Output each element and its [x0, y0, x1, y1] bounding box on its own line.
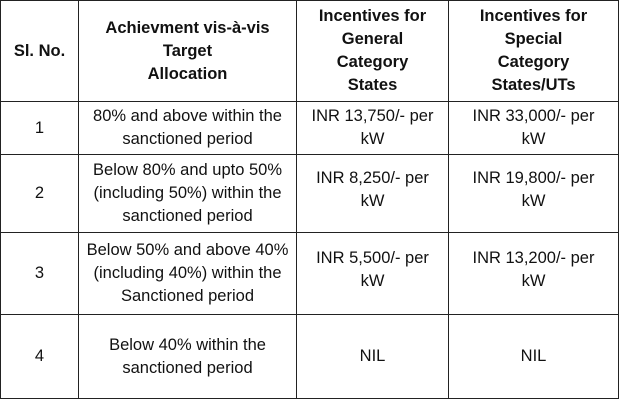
- row-general-incentive: NIL: [297, 315, 449, 399]
- table-row: [1, 102, 619, 155]
- table-row: [1, 155, 619, 233]
- header-sl-no: Sl. No.: [1, 1, 79, 102]
- row-sl-no: 1: [1, 102, 79, 155]
- header-achievement: Achievment vis-à-vis Target Allocation: [79, 1, 297, 102]
- row-general-incentive: INR 5,500/- per kW: [297, 233, 449, 315]
- row-achievement: Below 40% within the sanctioned period: [79, 315, 297, 399]
- row-general-incentive: INR 8,250/- per kW: [297, 155, 449, 233]
- row-achievement: Below 80% and upto 50% (including 50%) within the sanctioned period: [79, 155, 297, 233]
- header-special-category: Incentives for Special Category States/UTs: [449, 1, 619, 102]
- row-achievement: Below 50% and above 40% (including 40%) within the Sanctioned period: [79, 233, 297, 315]
- table-row: [1, 233, 619, 315]
- header-row: [1, 1, 619, 102]
- row-general-incentive: INR 13,750/- per kW: [297, 102, 449, 155]
- row-sl-no: 3: [1, 233, 79, 315]
- row-special-incentive: INR 19,800/- per kW: [449, 155, 619, 233]
- row-special-incentive: NIL: [449, 315, 619, 399]
- table-row: [1, 315, 619, 399]
- row-sl-no: 4: [1, 315, 79, 399]
- row-special-incentive: INR 13,200/- per kW: [449, 233, 619, 315]
- row-achievement: 80% and above within the sanctioned period: [79, 102, 297, 155]
- row-special-incentive: INR 33,000/- per kW: [449, 102, 619, 155]
- row-sl-no: 2: [1, 155, 79, 233]
- header-general-category: Incentives for General Category States: [297, 1, 449, 102]
